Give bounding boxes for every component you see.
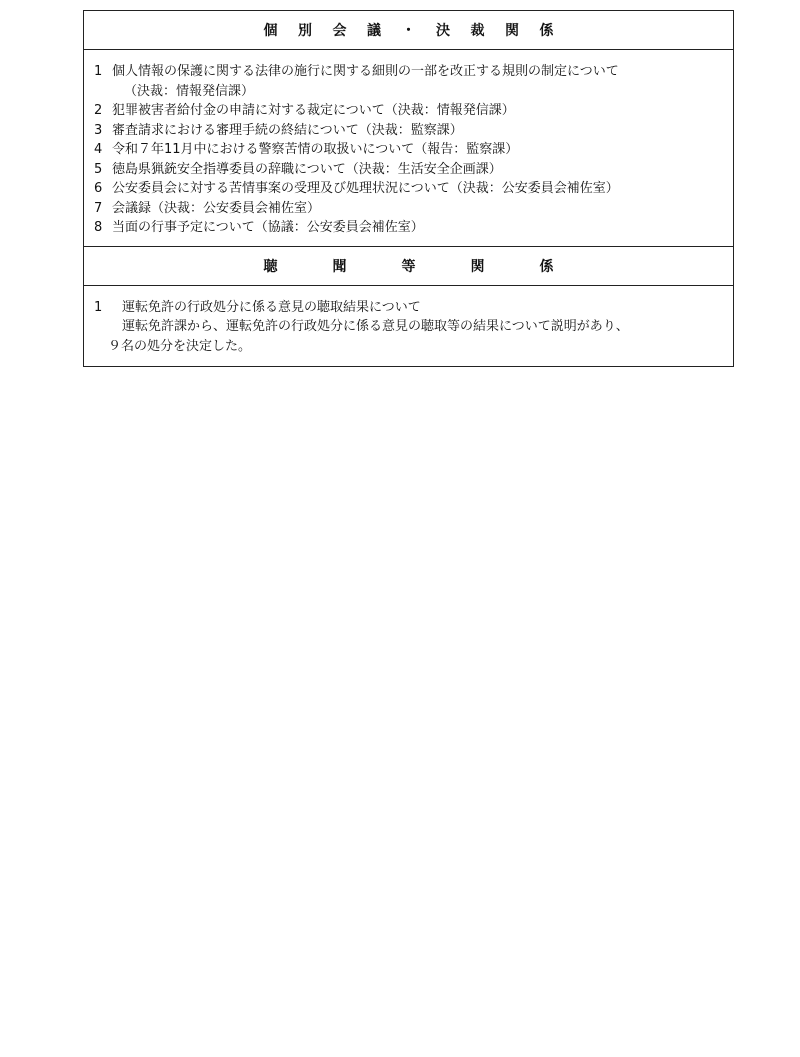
title-char: 会	[332, 23, 347, 39]
item-text: 個人情報の保護に関する法律の施行に関する細則の一部を改正する規則の制定について	[112, 64, 619, 79]
title-char: 関	[470, 258, 485, 275]
item-number: 1	[94, 299, 103, 315]
item-number: 5	[94, 161, 103, 177]
item-number: 8	[94, 220, 103, 235]
title-char: 係	[539, 258, 554, 275]
title-char: 決	[436, 23, 450, 39]
item-text: 運転免許の行政処分に係る意見の聴取結果について	[122, 299, 421, 315]
list-item	[94, 218, 723, 238]
list-item	[94, 160, 723, 180]
title-char: 裁	[470, 23, 485, 39]
title-char: 係	[539, 23, 554, 39]
item-text: 公安委員会に対する苦情事案の受理及び処理状況について（決裁：公安委員会補佐室）	[112, 181, 619, 196]
title-char: 聞	[332, 258, 347, 275]
item-text: 会議録（決裁：公安委員会補佐室）	[112, 200, 321, 216]
item-number: 2	[94, 103, 103, 118]
section-title	[264, 20, 554, 40]
item-number: 7	[94, 200, 103, 216]
list-item	[94, 298, 723, 318]
item-text: 審査請求における審理手続の終結について（決裁：監察課）	[112, 122, 463, 138]
item-text: 徳島県猟銃安全指導委員の辞職について（決裁：生活安全企画課）	[112, 161, 502, 177]
item-text: 当面の行事予定について（協議：公安委員会補佐室）	[112, 220, 424, 235]
list-item	[94, 62, 723, 101]
list-item	[94, 179, 723, 199]
title-char: 別	[298, 23, 312, 39]
section-title	[264, 256, 554, 276]
list-item	[94, 121, 723, 141]
title-char: 個	[263, 23, 278, 39]
hearing-list	[84, 286, 733, 367]
list-item	[94, 101, 723, 121]
list-item	[94, 140, 723, 160]
agenda-list	[84, 50, 733, 247]
title-char: 聴	[263, 258, 278, 275]
item-number: 4	[94, 142, 103, 157]
title-char: ・	[401, 23, 416, 39]
item-number: 1	[94, 64, 103, 79]
section-header-hearings	[84, 247, 733, 286]
document-table	[83, 10, 734, 367]
item-detail-continued: ９名の処分を決定した。	[108, 338, 252, 354]
item-text: 令和７年11月中における警察苦情の取扱いについて（報告：監察課）	[112, 142, 519, 157]
title-char: 等	[401, 258, 416, 275]
title-char: 関	[505, 23, 519, 39]
section-header-individual-meetings	[84, 11, 733, 50]
item-number: 6	[94, 181, 103, 196]
item-subtext: （決裁：情報発信課）	[124, 83, 255, 99]
item-detail: 運転免許課から、運転免許の行政処分に係る意見の聴取等の結果について説明があり、	[122, 319, 629, 334]
item-text: 犯罪被害者給付金の申請に対する裁定について（決裁：情報発信課）	[112, 103, 515, 118]
item-number: 3	[94, 122, 103, 138]
list-item	[94, 199, 723, 219]
title-char: 議	[367, 23, 381, 39]
